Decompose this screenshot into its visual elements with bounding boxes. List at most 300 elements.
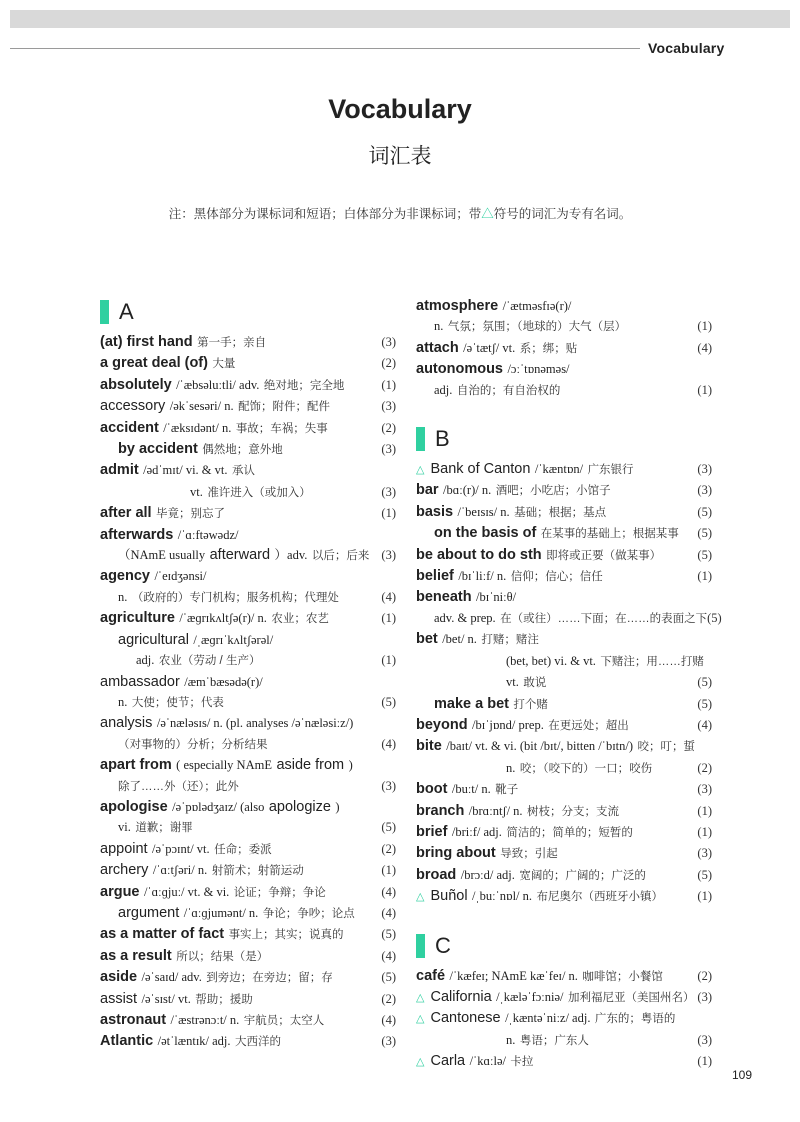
section-gap bbox=[416, 401, 712, 417]
entry-text bbox=[416, 459, 690, 480]
triangle-icon: △ bbox=[416, 1056, 425, 1069]
phonetic: /əkˈsesəri/ n. bbox=[169, 399, 234, 414]
entry-text bbox=[100, 692, 374, 713]
entry-row bbox=[100, 946, 396, 967]
headword: accessory bbox=[100, 398, 166, 415]
headword: bar bbox=[416, 482, 439, 499]
entry-row bbox=[100, 755, 396, 775]
unit-number: (3) bbox=[697, 483, 712, 498]
phonetic: /ˌkæntəˈniːz/ adj. bbox=[505, 1011, 591, 1026]
section-header bbox=[416, 423, 712, 455]
entry-text bbox=[416, 886, 690, 907]
unit-number: (1) bbox=[697, 569, 712, 584]
entry-text bbox=[416, 316, 690, 337]
phonetic: /bɪˈliːf/ n. bbox=[458, 569, 507, 584]
entry-row bbox=[100, 713, 396, 733]
entry-row bbox=[100, 418, 396, 439]
entry-row bbox=[416, 1030, 712, 1051]
definition: 信仰；信心；信任 bbox=[510, 571, 603, 584]
entry-text bbox=[416, 1030, 690, 1051]
unit-number: (4) bbox=[381, 884, 396, 899]
phonetic: /ˈæksɪdənt/ n. bbox=[163, 420, 232, 435]
definition: 所以；结果（是） bbox=[176, 950, 269, 963]
entry-text bbox=[100, 353, 374, 374]
entry-row bbox=[416, 523, 712, 544]
page-subtitle: 词汇表 bbox=[368, 145, 432, 168]
definition: 系；绑；贴 bbox=[519, 342, 578, 355]
unit-number: (2) bbox=[381, 991, 396, 1006]
definition: 任命；委派 bbox=[214, 843, 272, 856]
phonetic: /briːf/ adj. bbox=[451, 824, 502, 839]
definition: 气氛；氛围；（地球的）大气（层） bbox=[447, 321, 627, 334]
entry-text bbox=[416, 801, 690, 822]
definition: 除了……外（还）；此外 bbox=[118, 780, 239, 793]
phonetic: n. bbox=[118, 589, 128, 604]
definition: 基础；根据；基点 bbox=[514, 506, 607, 519]
entry-text bbox=[100, 860, 374, 881]
definition: 咬；叮；蜇 bbox=[637, 741, 695, 754]
entry-row bbox=[416, 843, 712, 864]
unit-number: (4) bbox=[381, 736, 396, 751]
unit-number: (3) bbox=[381, 484, 396, 499]
entry-row bbox=[416, 651, 712, 672]
entry-text bbox=[416, 966, 690, 987]
entry-text bbox=[100, 1031, 374, 1052]
entry-text bbox=[416, 359, 690, 379]
headword: brief bbox=[416, 823, 448, 840]
definition: 大量 bbox=[212, 358, 236, 371]
phonetic: /əˈsɪst/ vt. bbox=[141, 991, 191, 1006]
entry-row bbox=[100, 630, 396, 650]
headword: branch bbox=[416, 802, 465, 819]
entry-row bbox=[416, 359, 712, 379]
definition: 在更远处；超出 bbox=[548, 719, 629, 732]
entry-text bbox=[100, 924, 374, 945]
headword: Carla bbox=[430, 1053, 466, 1070]
unit-number: (1) bbox=[697, 803, 712, 818]
phonetic: /brɑːntʃ/ n. bbox=[468, 803, 523, 818]
phonetic: vi. bbox=[118, 820, 131, 835]
right-column bbox=[416, 296, 722, 1073]
entry-row bbox=[416, 715, 712, 736]
headword: Cantonese bbox=[430, 1010, 501, 1027]
unit-number: (1) bbox=[697, 824, 712, 839]
headword: assist bbox=[100, 990, 138, 1007]
entry-row bbox=[416, 296, 712, 316]
entry-row bbox=[100, 1010, 396, 1031]
headword: analysis bbox=[100, 715, 153, 732]
definition: 以后；后来 bbox=[311, 550, 370, 563]
entry-text bbox=[100, 503, 374, 524]
headword: a great deal (of) bbox=[100, 355, 208, 372]
definition: 论证；争辩；争论 bbox=[233, 886, 326, 899]
unit-number: (3) bbox=[697, 846, 712, 861]
definition: 靴子 bbox=[495, 784, 519, 797]
entry-row bbox=[100, 967, 396, 988]
entry-row bbox=[100, 503, 396, 524]
definition: 树枝；分支；支流 bbox=[527, 805, 620, 818]
definition: 宽阔的；广阔的；广泛的 bbox=[519, 869, 646, 882]
definition: 事故；车祸；失事 bbox=[235, 422, 328, 435]
entry-text bbox=[100, 482, 374, 503]
entry-text bbox=[416, 779, 690, 800]
top-bar bbox=[10, 10, 790, 28]
entry-row bbox=[100, 839, 396, 860]
phonetic: /əˈnæləsɪs/ n. (pl. analyses /əˈnæləsiːz/) bbox=[156, 716, 354, 731]
entry-row bbox=[100, 608, 396, 629]
phonetic: /ətˈlæntɪk/ adj. bbox=[157, 1034, 231, 1049]
definition: 打赌；赌注 bbox=[481, 634, 539, 647]
phonetic: /ˈɑːftəwədz/ bbox=[177, 527, 239, 542]
entry-row bbox=[416, 316, 712, 337]
headword: California bbox=[430, 988, 492, 1005]
entry-row bbox=[100, 587, 396, 608]
definition: 配饰；附件；配件 bbox=[238, 401, 331, 414]
entry-text bbox=[416, 480, 690, 501]
entry-row bbox=[416, 801, 712, 822]
headword-variant: afterward bbox=[209, 547, 271, 564]
entry-row bbox=[416, 545, 712, 566]
note-prefix: 注：黑体部分为课标词和短语；白体部分为非课标词；带 bbox=[168, 207, 482, 221]
headword: as a matter of fact bbox=[100, 926, 225, 943]
entry-row bbox=[416, 502, 712, 523]
phonetic: /bɑː(r)/ n. bbox=[443, 483, 492, 498]
headword: Atlantic bbox=[100, 1033, 154, 1050]
unit-number: (4) bbox=[697, 340, 712, 355]
triangle-icon: △ bbox=[416, 464, 425, 477]
unit-number: (5) bbox=[697, 696, 712, 711]
phonetic: (bet, bet) vi. & vt. bbox=[506, 653, 596, 668]
entry-text bbox=[416, 338, 690, 359]
entry-text bbox=[416, 545, 690, 566]
entry-row bbox=[100, 817, 396, 838]
entry-text bbox=[416, 736, 695, 757]
definition: 准许进入（或加入） bbox=[207, 486, 311, 499]
headword: attach bbox=[416, 339, 459, 356]
entry-row bbox=[416, 736, 712, 757]
phonetic: /ˌkæləˈfɔːniə/ bbox=[496, 989, 564, 1004]
section-header bbox=[100, 296, 396, 328]
section-bar bbox=[416, 427, 425, 451]
unit-number: (3) bbox=[381, 399, 396, 414]
headword: atmosphere bbox=[416, 298, 499, 314]
headword-variant: aside from bbox=[276, 757, 345, 774]
entry-text bbox=[100, 946, 374, 967]
headword: accident bbox=[100, 419, 159, 436]
entry-text bbox=[100, 375, 374, 396]
entry-row bbox=[416, 587, 712, 607]
definition: 大西洋的 bbox=[235, 1036, 281, 1049]
unit-number: (1) bbox=[381, 863, 396, 878]
entry-row bbox=[100, 692, 396, 713]
headword: café bbox=[416, 967, 446, 984]
entry-text bbox=[100, 776, 374, 797]
headword: ambassador bbox=[100, 673, 180, 690]
phonetic: /ˈeɪdʒənsi/ bbox=[154, 569, 207, 584]
phonetic: n. bbox=[506, 760, 516, 775]
definition: 酒吧；小吃店；小馆子 bbox=[495, 485, 611, 498]
phonetic: /buːt/ n. bbox=[451, 782, 491, 797]
section-bar bbox=[416, 934, 425, 958]
phonetic: ( especially NAmE bbox=[176, 758, 272, 773]
phonetic: ）adv. bbox=[274, 548, 308, 563]
definition: 道歉；谢罪 bbox=[135, 822, 193, 835]
headword: Bank of Canton bbox=[430, 461, 531, 478]
phonetic: /bɪˈniːθ/ bbox=[476, 590, 517, 605]
entry-text bbox=[416, 380, 690, 401]
entry-row bbox=[100, 903, 396, 924]
headword: autonomous bbox=[416, 361, 503, 378]
phonetic: /baɪt/ vt. & vi. (bit /bɪt/, bitten /ˈbɪtn/) bbox=[446, 739, 634, 754]
headword: boot bbox=[416, 781, 448, 798]
unit-number: (1) bbox=[381, 377, 396, 392]
phonetic: /ˈæstrənɔːt/ n. bbox=[170, 1013, 240, 1027]
entry-row bbox=[416, 608, 722, 629]
definition: 争论；争吵；论点 bbox=[262, 907, 355, 920]
entry-text bbox=[416, 523, 690, 544]
headword: agriculture bbox=[100, 610, 175, 627]
entry-row bbox=[416, 480, 712, 501]
note-suffix: 符号的词汇为专有名词。 bbox=[493, 207, 632, 221]
headword: apologise bbox=[100, 798, 168, 815]
entry-text bbox=[100, 396, 374, 417]
unit-number: (3) bbox=[697, 782, 712, 797]
headword: bring about bbox=[416, 845, 496, 862]
entry-text bbox=[100, 672, 374, 692]
entry-row bbox=[416, 338, 712, 359]
phonetic: /ˈɑːɡjumənt/ n. bbox=[183, 905, 259, 920]
definition: 敢说 bbox=[523, 677, 547, 690]
entry-text bbox=[416, 608, 707, 629]
definition: 下赌注；用……打赌 bbox=[600, 655, 704, 668]
entry-text bbox=[416, 566, 690, 587]
phonetic: （NAmE usually bbox=[118, 548, 206, 563]
unit-number: (1) bbox=[381, 611, 396, 626]
definition: 在某事的基础上；根据某事 bbox=[540, 528, 679, 541]
headword: after all bbox=[100, 505, 152, 522]
phonetic: adv. & prep. bbox=[434, 610, 496, 625]
entry-text bbox=[416, 822, 690, 843]
unit-number: (3) bbox=[381, 778, 396, 793]
definition: 即将或正要（做某事） bbox=[546, 549, 662, 562]
entry-row bbox=[100, 482, 396, 503]
definition: 咖啡馆；小餐馆 bbox=[582, 970, 663, 983]
entry-row bbox=[100, 460, 396, 481]
unit-number: (2) bbox=[697, 968, 712, 983]
phonetic: /brɔːd/ adj. bbox=[460, 867, 515, 882]
entry-text bbox=[416, 296, 690, 316]
unit-number: (3) bbox=[381, 548, 396, 563]
phonetic: /ˈkæfeɪ; NAmE kæˈfeɪ/ n. bbox=[449, 968, 578, 983]
unit-number: (2) bbox=[381, 356, 396, 371]
unit-number: (3) bbox=[381, 442, 396, 457]
headword: archery bbox=[100, 862, 149, 879]
headword: (at) first hand bbox=[100, 334, 193, 350]
headword: absolutely bbox=[100, 376, 172, 393]
entry-text bbox=[100, 989, 374, 1010]
entry-text bbox=[100, 630, 374, 650]
unit-number: (1) bbox=[697, 889, 712, 904]
entry-row bbox=[416, 1051, 712, 1072]
phonetic: /ˈæbsəluːtli/ adv. bbox=[176, 377, 260, 392]
unit-number: (2) bbox=[381, 420, 396, 435]
entry-text bbox=[416, 987, 694, 1008]
definition: （对事物的）分析；分析结果 bbox=[118, 738, 268, 751]
unit-number: (4) bbox=[381, 1013, 396, 1027]
unit-number: (5) bbox=[697, 547, 712, 562]
definition: 农业；农艺 bbox=[271, 613, 329, 626]
definition: 导致；引起 bbox=[500, 848, 558, 861]
unit-number: (2) bbox=[381, 841, 396, 856]
definition: 射箭术；射箭运动 bbox=[211, 865, 304, 878]
phonetic: n. bbox=[434, 319, 444, 334]
section-gap bbox=[416, 908, 712, 924]
headword: broad bbox=[416, 866, 457, 883]
definition: 加利福尼亚（美国州名） bbox=[567, 991, 695, 1004]
running-title: Vocabulary bbox=[648, 40, 725, 56]
headword: aside bbox=[100, 969, 138, 986]
entry-text bbox=[416, 629, 690, 650]
triangle-icon: △ bbox=[416, 991, 425, 1004]
page-number: 109 bbox=[731, 1068, 752, 1082]
triangle-icon: △ bbox=[416, 891, 425, 904]
unit-number: (3) bbox=[697, 462, 712, 477]
phonetic: /ˈbeɪsɪs/ n. bbox=[457, 504, 510, 519]
definition: 简洁的；简单的；短暂的 bbox=[506, 826, 633, 839]
definition: 承认 bbox=[231, 465, 255, 478]
unit-number: (3) bbox=[697, 1032, 712, 1047]
entry-text bbox=[100, 903, 374, 924]
entry-row bbox=[100, 860, 396, 881]
entry-text bbox=[100, 439, 374, 460]
phonetic: n. bbox=[118, 694, 128, 709]
entry-row bbox=[416, 865, 712, 886]
page-title: Vocabulary bbox=[328, 94, 472, 124]
entry-row bbox=[100, 797, 396, 817]
entry-row bbox=[416, 987, 712, 1008]
headword: argue bbox=[100, 883, 140, 900]
definition: 绝对地；完全地 bbox=[263, 379, 345, 392]
headword: agricultural bbox=[118, 631, 189, 648]
definition: 咬；（咬下的）一口；咬伤 bbox=[519, 762, 653, 775]
headword: as a result bbox=[100, 947, 172, 964]
phonetic: n. bbox=[506, 1032, 516, 1047]
phonetic: vt. bbox=[190, 484, 203, 499]
entry-text bbox=[100, 967, 374, 988]
entry-text bbox=[416, 1008, 690, 1029]
definition: （政府的）专门机构；服务机构；代理处 bbox=[131, 591, 339, 604]
entry-row bbox=[416, 822, 712, 843]
unit-number: (1) bbox=[697, 319, 712, 334]
unit-number: (1) bbox=[697, 382, 712, 397]
entry-row bbox=[416, 694, 712, 715]
entry-row bbox=[416, 886, 712, 907]
entry-text bbox=[100, 817, 374, 838]
entry-row bbox=[100, 566, 396, 586]
unit-number: (5) bbox=[697, 675, 712, 690]
entry-row bbox=[100, 1031, 396, 1052]
entry-row bbox=[100, 650, 396, 671]
unit-number: (4) bbox=[381, 948, 396, 963]
entry-text bbox=[416, 672, 690, 693]
entry-row bbox=[100, 924, 396, 945]
headword: by accident bbox=[118, 441, 198, 458]
entry-row bbox=[416, 966, 712, 987]
unit-number: (5) bbox=[381, 820, 396, 835]
entry-row bbox=[100, 332, 396, 353]
entry-text bbox=[100, 797, 374, 817]
headword: basis bbox=[416, 503, 454, 520]
definition: 打个赌 bbox=[513, 698, 548, 711]
unit-number: (1) bbox=[381, 506, 396, 521]
unit-number: (5) bbox=[697, 867, 712, 882]
unit-number: (1) bbox=[381, 653, 396, 668]
headword-variant: apologize bbox=[268, 798, 331, 815]
phonetic: /ˌbuːˈnɒl/ n. bbox=[472, 889, 533, 904]
unit-number: (5) bbox=[707, 610, 722, 625]
entry-row bbox=[100, 734, 396, 755]
phonetic: /əˈpɔɪnt/ vt. bbox=[152, 841, 210, 856]
phonetic: /æmˈbæsədə(r)/ bbox=[184, 674, 263, 689]
phonetic: /əˈtætʃ/ vt. bbox=[463, 340, 516, 355]
entry-text bbox=[100, 734, 374, 755]
unit-number: (5) bbox=[697, 526, 712, 541]
entry-row bbox=[100, 989, 396, 1010]
entry-row bbox=[100, 353, 396, 374]
headword: be about to do sth bbox=[416, 546, 542, 563]
entry-row bbox=[100, 776, 396, 797]
entry-row bbox=[416, 380, 712, 401]
entry-row bbox=[100, 545, 396, 566]
unit-number: (5) bbox=[381, 694, 396, 709]
entry-text bbox=[100, 1010, 374, 1031]
phonetic: /ˈɑːɡjuː/ vt. & vi. bbox=[143, 884, 230, 899]
phonetic: /əˈsaɪd/ adv. bbox=[141, 970, 202, 985]
phonetic: vt. bbox=[506, 675, 519, 690]
definition: 布尼奥尔（西班牙小镇） bbox=[536, 891, 663, 904]
header-rule bbox=[10, 48, 640, 49]
phonetic: /ədˈmɪt/ vi. & vt. bbox=[143, 463, 228, 478]
definition: 在（或往）……下面；在……的表面之下 bbox=[500, 612, 708, 625]
entry-text bbox=[100, 566, 374, 586]
phonetic: /bɪˈjɒnd/ prep. bbox=[472, 717, 544, 732]
definition: 大使；使节；代表 bbox=[131, 696, 224, 709]
entry-text bbox=[100, 650, 374, 671]
entry-text bbox=[100, 332, 374, 353]
headword: bite bbox=[416, 738, 442, 755]
entry-row bbox=[416, 1008, 712, 1029]
entry-text bbox=[416, 843, 690, 864]
entry-row bbox=[416, 629, 712, 650]
phonetic: /ˌæɡrɪˈkʌltʃərəl/ bbox=[193, 632, 274, 647]
headword: admit bbox=[100, 462, 139, 479]
entry-text bbox=[100, 755, 374, 775]
entry-text bbox=[100, 608, 374, 629]
section-letter: B bbox=[435, 426, 450, 452]
phonetic: /ˈætməsfɪə(r)/ bbox=[502, 299, 572, 313]
entry-text bbox=[100, 587, 374, 608]
entry-text bbox=[416, 502, 690, 523]
definition: 卡拉 bbox=[510, 1056, 534, 1069]
section-header bbox=[416, 930, 712, 962]
phonetic: /bet/ n. bbox=[442, 632, 477, 647]
entry-text bbox=[100, 525, 374, 545]
entry-text bbox=[100, 713, 374, 733]
entry-text bbox=[100, 882, 374, 903]
phonetic: /ˈɑːtʃəri/ n. bbox=[152, 863, 208, 878]
entry-row bbox=[100, 375, 396, 396]
unit-number: (5) bbox=[381, 970, 396, 985]
